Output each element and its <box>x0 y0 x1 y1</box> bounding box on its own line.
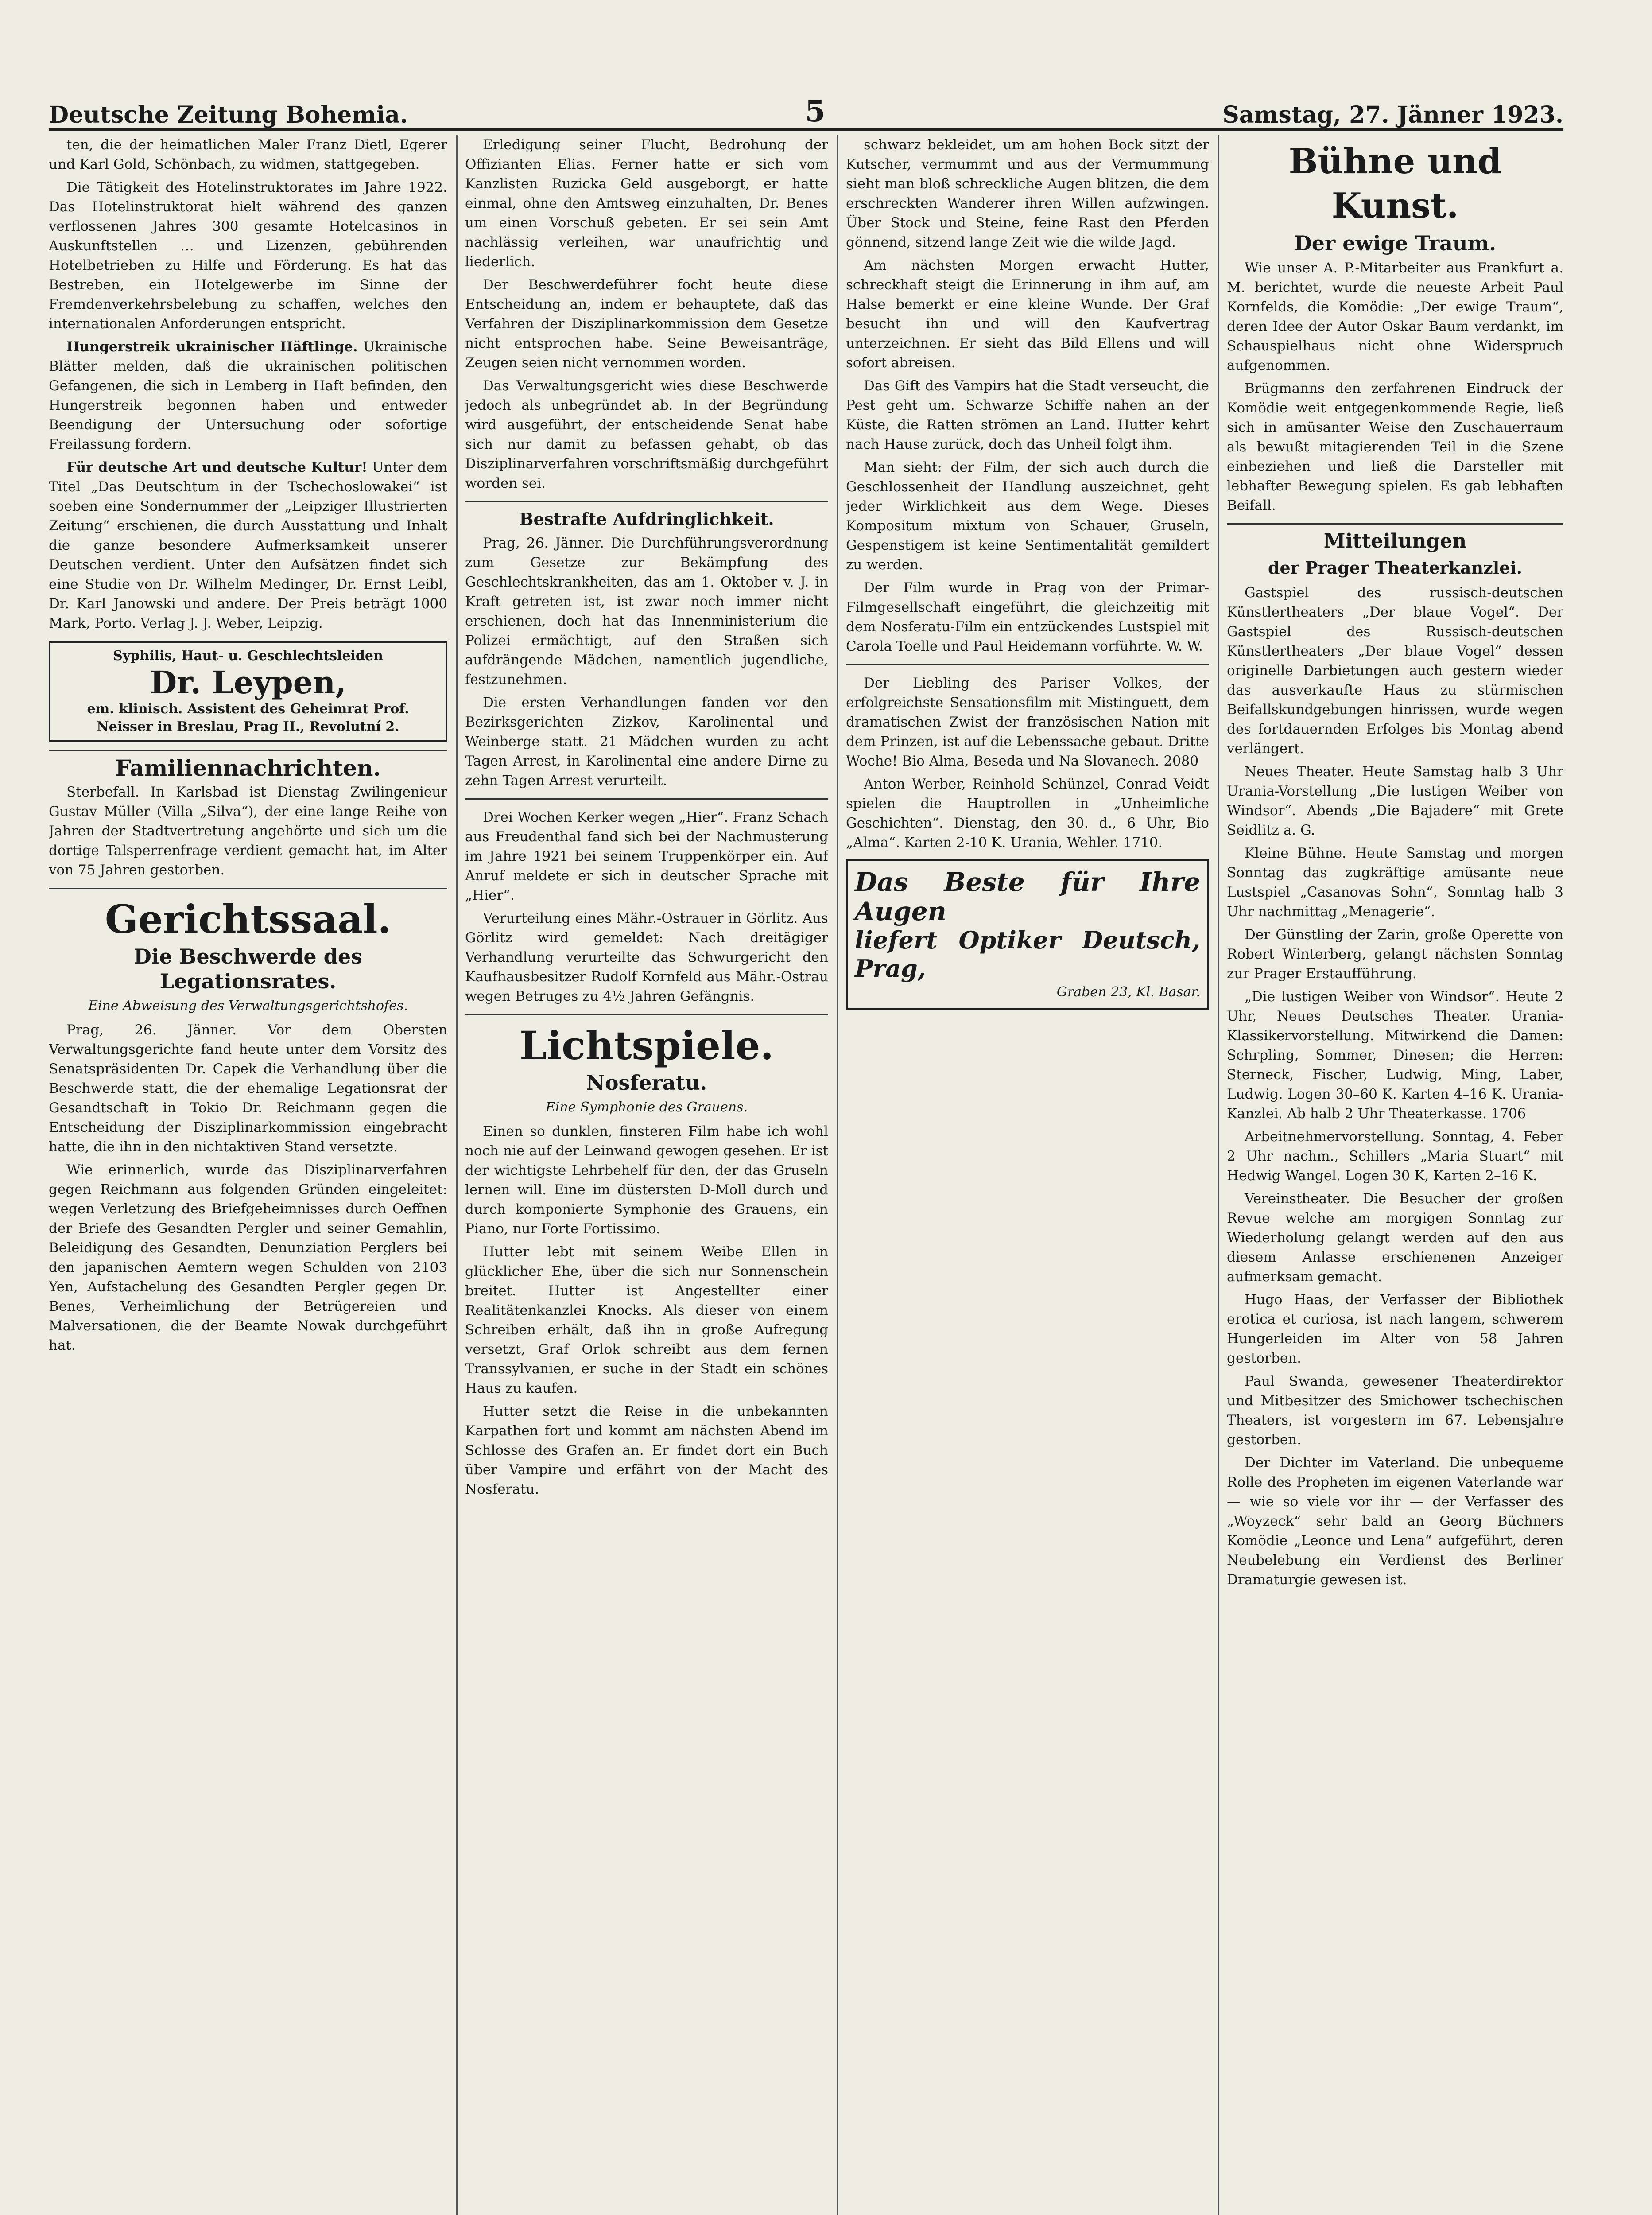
ad-slogan: Das Beste für Ihre Augen <box>855 867 1200 926</box>
column-4 <box>1227 135 1563 2215</box>
article-paragraph: „Die lustigen Weiber von Windsor“. Heute 2 Uhr, Neues Deutsches Theater. Urania-Klassikervorstellung. Mitwirkend die Damen: Schrpling, Sommer, Dinesen; die Herren: Sterneck, Fischer, Ludwig, Ming, Laber, Ludwig. Logen 30–60 K. Karten 4–16 K. Urania-Kanzlei. Ab halb 2 Uhr Theaterkasse. 1706 <box>1227 989 1563 1122</box>
article-headline: Die Beschwerde des Legationsrates. <box>133 944 363 993</box>
article-paragraph: Prag, 26. Jänner. Vor dem Obersten Verwaltungsgerichte fand heute unter dem Vorsitz des Senatspräsidenten Dr. Capek die Verhandlung über die Beschwerde statt, die der ehemalige Legationsrat der Gesandtschaft in Tokio Dr. Reichmann gegen die Entscheidung der Disziplinarkommission eingebracht hatte, die ihn in den nichtaktiven Stand versetzte. <box>49 1022 447 1155</box>
divider <box>846 664 1209 665</box>
masthead-title: Deutsche Zeitung Bohemia. <box>49 101 408 128</box>
section-title: Gerichtssaal. <box>105 896 392 942</box>
article-paragraph: Paul Swanda, gewesener Theaterdirektor und Mitbesitzer des Smichower tschechischen Theaters, ist vorgestern im 67. Lebensjahre gestorben. <box>1227 1373 1563 1448</box>
article-paragraph: Der Film wurde in Prag von der Primar-Filmgesellschaft eingeführt, die gleichzeitig mit dem Nosferatu-Film ein entzückendes Lustspiel mit Carola Toelle und Paul Heidemann vorführte. W. W. <box>846 580 1209 654</box>
article-headline: Bestrafte Aufdringlichkeit. <box>465 501 828 530</box>
article-paragraph: Verurteilung eines Mähr.-Ostrauer in Görlitz. Aus Görlitz wird gemeldet: Nach dreitägiger Verhandlung verurteilte das Schwurgericht den Kaufhausbesitzer Rudolf Kornfeld aus Mähr.-Ostrau wegen Betruges zu 4½ Jahren Gefängnis. <box>465 910 828 1004</box>
divider <box>49 888 447 889</box>
article-paragraph: Man sieht: der Film, der sich auch durch die Geschlossenheit der Handlung auszeichnet, geht jeder Wirklichkeit aus dem Wege. Dieses Kompositum mixtum von Schauer, Gruseln, Gespenstigem ist keine Sentimentalität gemildert zu werden. <box>846 459 1209 573</box>
article-paragraph: Neues Theater. Heute Samstag halb 3 Uhr Urania-Vorstellung „Die lustigen Weiber von Windsor“. Abends „Die Bajadere“ mit Grete Seidlitz a. G. <box>1227 764 1563 838</box>
article-paragraph: Kleine Bühne. Heute Samstag und morgen Sonntag das zugkräftige amüsante neue Lustspiel „Casanovas Sohn“, Sonntag halb 3 Uhr nachmittag „Menagerie“. <box>1227 845 1563 920</box>
article-paragraph: Hutter setzt die Reise in die unbekannten Karpathen fort und kommt am nächsten Abend im Schlosse des Grafen an. Er findet dort ein Buch über Vampire und erfährt von der Macht des Nosferatu. <box>465 1403 828 1497</box>
section-title: Bühne und Kunst. <box>1288 141 1502 226</box>
article-paragraph: Hungerstreik ukrainischer Häftlinge. Ukrainische Blätter melden, daß die ukrainischen politischen Gefangenen, die sich in Lemberg in Haft befinden, den Hungerstreik begonnen haben und entweder Beendigung der Untersuchung oder sofortige Freilassung fordern. <box>49 339 447 452</box>
article-paragraph: Der Beschwerdeführer focht heute diese Entscheidung an, indem er behauptete, daß das Verfahren der Disziplinarkommission dem Gesetze nicht entsprochen habe. Seine Beweisanträge, Zeugen seien nicht vernommen worden. <box>465 277 828 371</box>
section-heading: Familiennachrichten. <box>49 750 447 779</box>
section-title: Lichtspiele. <box>519 1022 774 1069</box>
advertisement <box>49 641 447 742</box>
article-paragraph: Anton Werber, Reinhold Schünzel, Conrad Veidt spielen die Hauptrollen in „Unheimliche Geschichten“. Dienstag, den 30. d., 6 Uhr, Bio „Alma“. Karten 2-10 K. Urania, Wehler. 1710. <box>846 776 1209 851</box>
article-paragraph: Der Liebling des Pariser Volkes, der erfolgreichste Sensationsfilm mit Mistinguett, dem dramatischen Zwist der französischen Nation mit dem Prinzen, ist auf die Lebenssache gebaut. Dritte Woche! Bio Alma, Beseda und Na Slovanech. 2080 <box>846 675 1209 769</box>
article-paragraph: Das Gift des Vampirs hat die Stadt verseucht, die Pest geht um. Schwarze Schiffe nahen an der Küste, die Ratten strömen an Land. Hutter kehrt nach Hause zurück, doch das Unheil folgt ihm. <box>846 378 1209 452</box>
column-3 <box>846 135 1209 2215</box>
ad-name: Dr. Leypen, <box>150 664 346 701</box>
divider <box>465 1014 828 1015</box>
ad-heading: Syphilis, Haut- u. Geschlechtsleiden <box>113 648 383 664</box>
page-header <box>49 89 1563 131</box>
article-paragraph: Erledigung seiner Flucht, Bedrohung der Offizianten Elias. Ferner hatte er sich vom Kanzlisten Ruzicka Geld ausgeborgt, er hatte einmal, ohne den Amtsweg einzuhalten, Dr. Benes um einen Vorschuß gebeten. Er sei sein Amt nachlässig verleihen, war unaufrichtig und liederlich. <box>465 137 828 270</box>
article-paragraph: Für deutsche Art und deutsche Kultur! Unter dem Titel „Das Deutschtum in der Tschechoslowakei“ ist soeben eine Sondernummer der „Leipziger Illustrierten Zeitung“ erschienen, die durch Ausstattung und Inhalt die ganze besondere Aufmerksamkeit unserer Deutschen verdient. Unter den Aufsätzen findet sich eine Studie von Dr. Wilhelm Medinger, Dr. Ernst Leibl, Dr. Karl Janowski und andere. Der Preis beträgt 1000 Mark, Porto. Verlag J. J. Weber, Leipzig. <box>49 459 447 631</box>
article-headline: Der ewige Traum. <box>1294 231 1497 255</box>
article-paragraph: Brügmanns den zerfahrenen Eindruck der Komödie weit entgegenkommende Regie, ließ sich in amüsanter Weise den Zuschauerraum als bewußt mitagierenden Teil in die Szene einbeziehen und ließ die Darsteller mit lebhafter Bewegung spielen. Es gab lebhaften Beifall. <box>1227 381 1563 513</box>
article-paragraph: Drei Wochen Kerker wegen „Hier“. Franz Schach aus Freudenthal fand sich bei der Nachmusterung im Jahre 1921 bei seinem Truppenkörper ein. Auf Anruf meldete er sich in deutscher Sprache mit „Hier“. <box>465 809 828 903</box>
article-paragraph: Wie erinnerlich, wurde das Disziplinarverfahren gegen Reichmann aus folgenden Gründen eingeleitet: wegen Verletzung des Briefgeheimnisses durch Oeffnen der Briefe des Gesandten Pergler und seiner Gemahlin, Beleidigung des Gesandten, Denunziation Perglers bei den japanischen Aemtern wegen Schulden von 2103 Yen, Aufstachelung des Gesandten Pergler gegen Dr. Benes, Verheimlichung der Betrügereien und Malversationen, die der Beamte Nowak durchgeführt hat. <box>49 1162 447 1353</box>
ad-company: liefert Optiker Deutsch, Prag, <box>855 926 1200 983</box>
article-paragraph: Die ersten Verhandlungen fanden vor den Bezirksgerichten Zizkov, Karolinental und Weinberge statt. 21 Mädchen wurden zu acht Tagen Arrest, in Karolinental eine andere Dirne zu zehn Tagen Arrest verurteilt. <box>465 695 828 789</box>
article-paragraph: Prag, 26. Jänner. Die Durchführungsverordnung zum Gesetze zur Bekämpfung des Geschlechtskrankheiten, das am 1. Oktober v. J. in Kraft getreten ist, ist zwar noch immer nicht erschienen, doch hat das Innenministerium die Polizei ermächtigt, auf den Straßen sich aufdrängende Mädchen, namentlich jugendliche, festzunehmen. <box>465 535 828 688</box>
optician-advertisement <box>846 859 1209 1010</box>
article-subheadline: Eine Abweisung des Verwaltungsgerichtshofes. <box>88 998 408 1014</box>
ad-address: Graben 23, Kl. Basar. <box>1056 984 1200 1000</box>
article-paragraph: Die Tätigkeit des Hotelinstruktorates im Jahre 1922. Das Hotelinstruktorat hielt während des ganzen verflossenen Jahres 300 gesamte Hotelcasinos in Auskunftstellen … und Lizenzen, gebührenden Hotelbetrieben zu Hilfe und Förderung. Es hat das Bestreben, ein Hotelgewerbe im Sinne der Fremdenverkehrsbelebung zu schaffen, welches den internationalen Anforderungen entspricht. <box>49 179 447 332</box>
article-paragraph: Hutter lebt mit seinem Weibe Ellen in glücklicher Ehe, über die sich nur Sonnenschein breitet. Hutter ist Angestellter einer Realitätenkanzlei Knocks. Als dieser von einem Schreiben erhält, daß ihn in große Aufregung versetzt, Graf Orlok schreibt aus dem fernen Transsylvanien, er suche in der Stadt ein schönes Haus zu kaufen. <box>465 1244 828 1396</box>
article-headline: Nosferatu. <box>586 1071 707 1095</box>
page-number: 5 <box>805 94 826 128</box>
article-subheadline: Eine Symphonie des Grauens. <box>545 1100 748 1115</box>
article-paragraph: ten, die der heimatlichen Maler Franz Dietl, Egerer und Karl Gold, Schönbach, zu widmen, stattgegeben. <box>49 137 447 172</box>
article-paragraph: Das Verwaltungsgericht wies diese Beschwerde jedoch als unbegründet ab. In der Begründung wird ausgeführt, der entscheidende Senat habe sich nur damit zu befassen gehabt, ob das Disziplinarverfahren vorschriftsmäßig durchgeführt worden sei. <box>465 378 828 491</box>
article-paragraph: Arbeitnehmervorstellung. Sonntag, 4. Feber 2 Uhr nachm., Schillers „Maria Stuart“ mit Hedwig Wangel. Logen 30 K, Karten 2–16 K. <box>1227 1129 1563 1184</box>
column-1 <box>49 135 447 2215</box>
article-paragraph: Der Dichter im Vaterland. Die unbequeme Rolle des Propheten im eigenen Vaterlande war — wie so viele vor ihr — der Verfasser des „Woyzeck“ sehr bald an Georg Büchners Komödie „Leonce und Lena“ aufgeführt, deren Neubelebung ein Verdienst des Berliner Dramaturgie gewesen ist. <box>1227 1455 1563 1588</box>
article-paragraph: Sterbefall. In Karlsbad ist Dienstag Zwilingenieur Gustav Müller (Villa „Silva“), der eine lange Reihe von Jahren der Stadtvertretung angehörte und sich um die dortige Talsperrenfrage verdient gemacht hat, im Alter von 75 Jahren gestorben. <box>49 784 447 878</box>
article-paragraph: Gastspiel des russisch-deutschen Künstlertheaters „Der blaue Vogel“. Der Gastspiel des Russisch-deutschen Künstlertheaters „Der blaue Vogel“ dessen originelle Darbietungen auch gestern wieder das ausverkaufte Haus zu stürmischen Beifallskundgebungen hinrissen, wurde wegen des fortdauernden Erfolges bis Montag abend verlängert. <box>1227 585 1563 757</box>
section-heading: Mitteilungen <box>1227 523 1563 552</box>
ad-details: em. klinisch. Assistent des Geheimrat Prof. Neisser in Breslau, Prag II., Revolutní 2. <box>87 701 409 734</box>
article-paragraph: Der Günstling der Zarin, große Operette von Robert Winterberg, gelangt nächsten Sonntag zur Prager Erstaufführung. <box>1227 927 1563 982</box>
issue-date: Samstag, 27. Jänner 1923. <box>1222 101 1563 128</box>
article-paragraph: schwarz bekleidet, um am hohen Bock sitzt der Kutscher, vermummt und aus der Vermummung sieht man bloß schreckliche Augen blitzen, die dem erschreckten Wanderer ihren Willen aufzwingen. Über Stock und Steine, feine Rast den Pferden gönnend, sitzend lange Zeit wie die wilde Jagd. <box>846 137 1209 250</box>
article-paragraph: Hugo Haas, der Verfasser der Bibliothek erotica et curiosa, ist nach langem, schwerem Hungerleiden im Alter von 58 Jahren gestorben. <box>1227 1292 1563 1366</box>
column-rule <box>1218 135 1219 2215</box>
article-paragraph: Vereinstheater. Die Besucher der großen Revue welche am morgigen Sonntag zur Wiederholung gelangt werden auf den aus diesem Anlasse erschienenen Anzeiger aufmerksam gemacht. <box>1227 1191 1563 1285</box>
divider <box>465 798 828 800</box>
column-rule <box>837 135 838 2215</box>
article-paragraph: Am nächsten Morgen erwacht Hutter, schreckhaft steigt die Erinnerung in ihm auf, am Halse bemerkt er eine kleine Wunde. Der Graf besucht ihn und will den Kaufvertrag unterzeichnen. Er sieht das Bild Ellens und will sofort abreisen. <box>846 257 1209 371</box>
article-paragraph: Wie unser A. P.-Mitarbeiter aus Frankfurt a. M. berichtet, wurde die neueste Arbeit Paul Kornfelds, die Komödie: „Der ewige Traum“, deren Idee der Autor Oskar Baum verdankt, im Schauspielhaus nicht ohne Widerspruch aufgenommen. <box>1227 260 1563 373</box>
section-subheading: der Prager Theaterkanzlei. <box>1268 558 1523 578</box>
column-rule <box>456 135 458 2215</box>
article-paragraph: Einen so dunklen, finsteren Film habe ich wohl noch nie auf der Leinwand gewogen gesehen. Er ist der wichtigste Lehrbehelf für den, der das Gruseln lernen will. Eine im düstersten D-Moll durch und durch komponierte Symphonie des Grauens, ein Piano, nur Forte Fortissimo. <box>465 1123 828 1237</box>
column-2 <box>465 135 828 2215</box>
